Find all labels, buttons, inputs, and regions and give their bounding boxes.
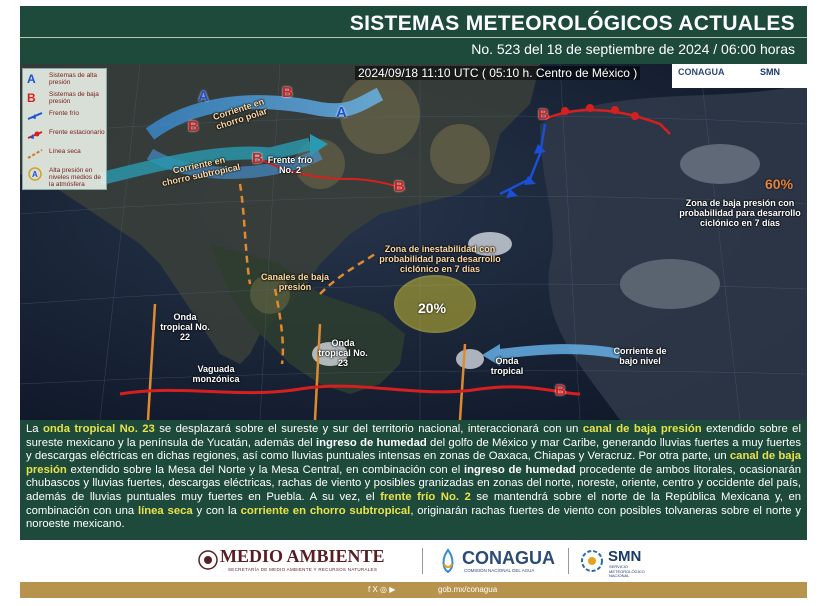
atlantic-low-label: Zona de baja presión con probabilidad para desarrollo ciclónico en 7 días xyxy=(679,198,801,228)
smn-emblem-icon xyxy=(580,548,604,574)
highlight-term: canal de baja presión xyxy=(582,423,702,435)
low-pressure-marker: B xyxy=(188,118,199,135)
legend-item-stationary-front: Frente estacionario xyxy=(25,128,105,144)
map-graphics xyxy=(20,64,807,420)
cold-front-icon xyxy=(27,110,43,124)
instability-zone-label: Zona de inestabilidad con probabilidad para desarrollo ciclónico en 7 días xyxy=(379,244,501,274)
monsoon-trough-label: Vaguada monzónica xyxy=(192,364,240,384)
social-icons[interactable]: f X ◎ ▶ xyxy=(368,585,396,594)
cold-front-label: Frente frío No. 2 xyxy=(267,155,313,175)
highlight-term: frente frío No. 2 xyxy=(380,490,471,503)
subtropical-jet-label: Corriente en chorro subtropical xyxy=(161,154,241,189)
medio-ambiente-subtitle: SECRETARÍA DE MEDIO AMBIENTE Y RECURSOS NATURALES xyxy=(228,567,378,572)
header-banner xyxy=(20,6,807,64)
highlight-term: corriente en chorro subtropical xyxy=(240,504,411,517)
smn-subtitle: SERVICIO METEOROLÓGICO NACIONAL xyxy=(609,564,645,578)
dry-line-icon xyxy=(27,148,43,162)
conagua-subtitle: COMISIÓN NACIONAL DEL AGUA xyxy=(464,568,535,573)
satellite-map xyxy=(20,64,807,420)
legend-item-high: A Sistemas de alta presión xyxy=(27,72,98,86)
svg-text:A: A xyxy=(32,170,38,179)
low-level-jet-label: Corriente de bajo nivel xyxy=(613,346,667,366)
legend-item-dry-line: Línea seca xyxy=(25,147,105,163)
high-pressure-icon: A xyxy=(27,72,36,86)
header-divider xyxy=(20,37,807,38)
website-link[interactable]: gob.mx/conagua xyxy=(438,585,498,594)
medio-ambiente-emblem-icon xyxy=(198,547,218,573)
legend-item-cold-front: Frente frío xyxy=(25,109,105,125)
conagua-logo: CONAGUA xyxy=(678,67,725,77)
conagua-emblem-icon xyxy=(438,548,458,574)
image-timestamp: 2024/09/18 11:10 UTC ( 05:10 h. Centro de México ) xyxy=(355,66,640,80)
bold-term: ingreso de humedad xyxy=(315,436,427,449)
low-level-jet-arrow xyxy=(500,349,620,354)
footer-logos xyxy=(20,540,807,582)
bulletin-subtitle: No. 523 del 18 de septiembre de 2024 / 06:00 horas xyxy=(471,41,795,57)
low-pressure-channels-label: Canales de baja presión xyxy=(260,272,330,292)
low-pressure-marker: B xyxy=(282,84,293,101)
footer-divider xyxy=(422,548,423,574)
conagua-footer-logo: CONAGUA xyxy=(462,548,555,568)
bulletin-description: La onda tropical No. 23 se desplazará sobre el sureste y sur del territorio nacional, interaccionará con un canal de baja presión extendido sobre el sureste mexicano y la península de Yucatán, además del ingreso de humedad del golfo de México y mar Caribe, generando lluvias fuertes a muy fuertes y descargas eléctricas en dichas regiones, así como lluvias puntuales intensas en zonas de Oaxaca, Chiapas y Veracruz. Por otra parte, un canal de baja presión extendido sobre la Mesa del Norte y la Mesa Central, en combinación con el ingreso de humedad procedente de ambos litorales, ocasionarán chubascos y lluvias fuertes, descargas eléctricas, rachas de viento y posibles granizadas en zonas del norte, noreste, oriente, centro y occidente del país, además de lluvias puntuales muy fuertes en Puebla. A su vez, el frente frío No. 2 se mantendrá sobre el norte de la República Mexicana y, en combinación con una línea seca y con la corriente en chorro subtropical, originarán rachas fuertes de viento con posibles tolvaneras sobre el norte y noroeste mexicano. xyxy=(20,420,807,540)
low-pressure-marker: B xyxy=(394,178,405,195)
highlight-term: onda tropical No. 23 xyxy=(43,423,155,435)
highlight-term: línea seca xyxy=(137,504,193,517)
medio-ambiente-logo: MEDIO AMBIENTE xyxy=(220,546,385,566)
bold-term: ingreso de humedad xyxy=(463,463,576,476)
high-pressure-marker: A xyxy=(198,88,209,105)
legend-item-low: B Sistemas de baja presión xyxy=(27,91,99,105)
tropical-wave-23-label: Onda tropical No. 23 xyxy=(318,338,368,368)
tropical-wave-22-label: Onda tropical No. 22 xyxy=(160,312,210,342)
instability-probability: 20% xyxy=(418,300,447,316)
map-legend xyxy=(22,68,107,190)
tropical-wave-east-label: Onda tropical xyxy=(490,356,524,376)
low-pressure-icon: B xyxy=(27,91,36,105)
atlantic-low-probability: 60% xyxy=(765,176,794,192)
highlight-term: canal de baja presión xyxy=(26,450,802,476)
low-pressure-marker: B xyxy=(538,106,549,123)
polar-jet-label: Corriente en chorro polar xyxy=(211,96,269,132)
footer-divider xyxy=(568,548,569,574)
map-logos xyxy=(672,64,807,88)
smn-footer-logo: SMN xyxy=(608,548,642,565)
low-pressure-marker: B xyxy=(555,382,566,399)
page-title: SISTEMAS METEOROLÓGICOS ACTUALES xyxy=(349,12,795,35)
legend-item-mid-level-high: A Alta presión en niveles medios de la atmósfera xyxy=(25,166,105,182)
high-pressure-marker: A xyxy=(336,104,347,121)
footer-bar xyxy=(20,582,807,598)
mid-level-high-icon xyxy=(27,167,43,181)
smn-logo: SMN xyxy=(760,67,780,77)
stationary-front-icon xyxy=(27,129,43,143)
low-pressure-marker: B xyxy=(252,150,263,167)
